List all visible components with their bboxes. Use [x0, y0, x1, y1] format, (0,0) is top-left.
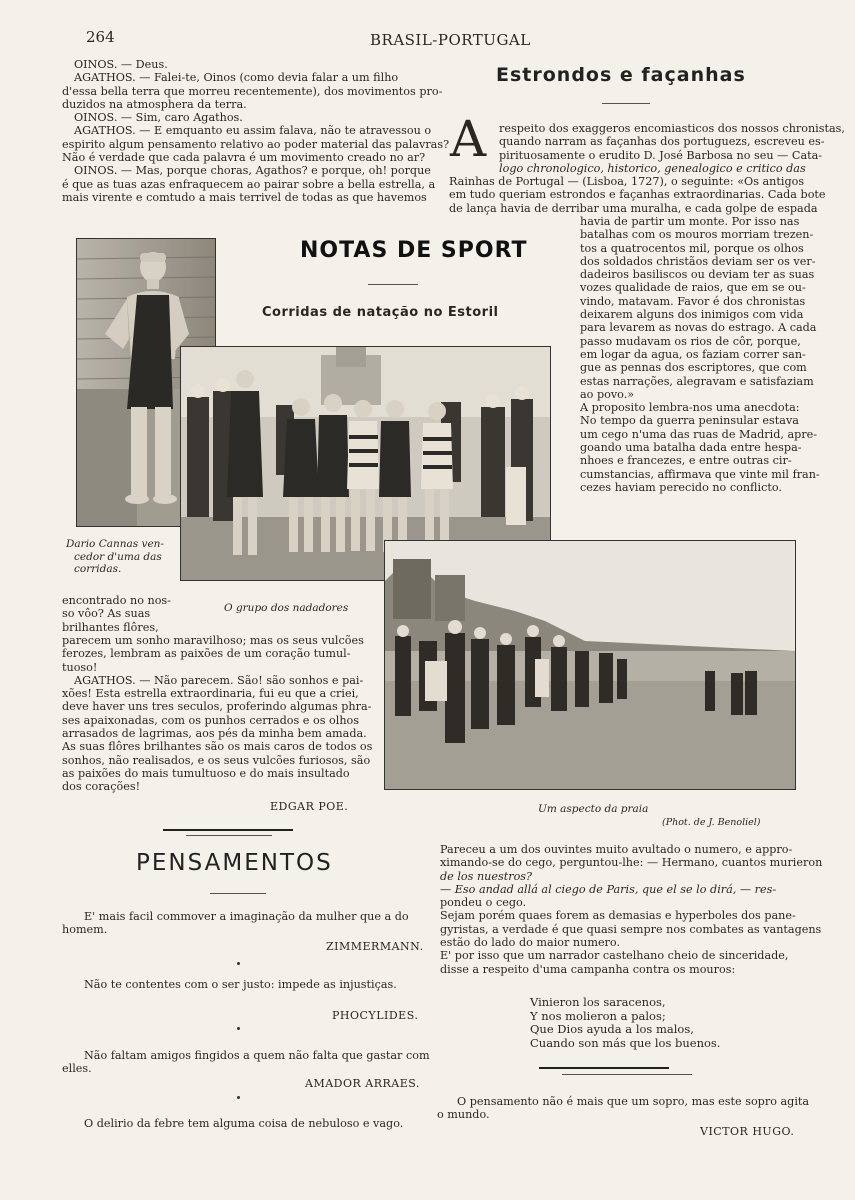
thought-3 [62, 1049, 428, 1076]
text-line: um cego n'uma das ruas de Madrid, apre- [580, 427, 818, 441]
text-line: elles. [62, 1062, 92, 1076]
drop-cap: A [450, 110, 487, 168]
text-line: E' mais facil commover a imaginação da mulher que a do [84, 910, 409, 923]
text-line: disse a respeito d'uma campanha contra os mouros: [440, 962, 736, 976]
verse-line: Que Dios ayuda a los malos, [530, 1022, 694, 1036]
text-line: Sejam porém quaes forem as demasias e hyperboles dos pane- [440, 909, 796, 923]
beach-photo [384, 540, 796, 790]
text-line: vindo, matavam. Favor é dos chronistas [580, 294, 806, 308]
text-line: logo chronologico, historico, genealogico e critico das [499, 161, 806, 175]
text-line: deve haver uns tres seculos, proferindo algumas phra- [62, 700, 372, 714]
page-number: 264 [86, 28, 115, 46]
caption-group: O grupo dos nadadores [224, 602, 349, 614]
hugo-author: VICTOR HUGO. [700, 1125, 795, 1138]
text-line: em tudo queriam estrondos e façanhas extraordinarias. Cada bote [449, 188, 826, 202]
thought-2-author: PHOCYLIDES. [332, 1009, 419, 1022]
verse-line: Cuando son más que los buenos. [530, 1035, 721, 1050]
section-rule [539, 1067, 669, 1069]
verse [530, 996, 720, 1050]
text-line: homem. [62, 923, 108, 937]
text-line: de lança havia de derribar uma muralha, e cada golpe de espada [449, 201, 818, 215]
text-line: para levarem as novas do estrago. A cada [580, 321, 817, 335]
text-line: OINOS. — Sim, caro Agathos. [74, 111, 243, 125]
section-rule [186, 835, 272, 836]
estrondos-narrow [580, 215, 820, 494]
text-line: As suas flôres brilhantes são os mais caros de todos os [62, 740, 373, 754]
text-line: batalhas com os mouros morriam trezen- [580, 228, 814, 242]
text-line: cezes haviam perecido no conflicto. [580, 480, 782, 494]
text-line: nhoes e francezes, e entre outras cir- [580, 454, 792, 468]
text-line: respeito dos exaggeros encomiasticos dos nossos chronistas, [499, 122, 845, 135]
text-line: ximando-se do cego, perguntou-lhe: — Hermano, cuantos murieron [440, 856, 823, 870]
text-line: brilhantes flôres, [62, 620, 159, 634]
text-line: E' por isso que um narrador castelhano cheio de sinceridade, [440, 949, 789, 963]
text-line: ses apaixonadas, com os punhos cerrados e os olhos [62, 713, 360, 727]
caption-line: Dario Cannas ven- [66, 538, 164, 550]
text-line: goando uma batalha dada entre hespa- [580, 441, 802, 455]
text-line: sonhos, não realisados, e os seus vulcões furiosos, são [62, 753, 371, 767]
photo-credit: (Phot. de J. Benoliel) [662, 817, 761, 828]
text-line: havia de partir um monte. Por isso nas [580, 215, 800, 228]
text-line: AGATHOS. — Não parecem. São! são sonhos e pai- [74, 673, 364, 687]
text-line: quando narram as façanhas dos portuguezs, escreveu es- [499, 135, 825, 149]
text-line: — Eso andad allá al ciego de Paris, que el se lo dirá, — res- [440, 882, 777, 896]
text-line: em logar da agua, os faziam correr san- [580, 347, 806, 361]
text-line: estas narrações, alegravam e satisfaziam [580, 374, 814, 388]
text-line: Não é verdade que cada palavra é um movimento creado no ar? [62, 151, 426, 165]
text-line: dadeiros basiliscos ou deviam ter as suas [580, 268, 815, 282]
pensamentos-title: PENSAMENTOS [136, 850, 333, 876]
caption-line: cedor d'uma das [74, 550, 162, 563]
text-line: ferozes, lembram as paixões de um coração tumul- [62, 647, 351, 661]
sport-divider [368, 284, 418, 285]
text-line: ao povo.» [580, 387, 635, 401]
text-line: pirituosamente o erudito D. José Barbosa no seu — Cata- [499, 148, 823, 162]
text-line: espirito algum pensamento relativo ao poder material das palavras? [62, 137, 450, 151]
text-line: arrasados de lagrimas, aos pés da minha bem amada. [62, 727, 367, 741]
text-line: Não te contentes com o ser justo: impede as injustiças. [84, 978, 397, 991]
text-line: cumstancias, affirmava que vinte mil fran- [580, 467, 820, 481]
text-line: AGATHOS. — Falei-te, Oinos (como devia falar a um filho [74, 71, 399, 85]
estrondos-intro [499, 122, 845, 175]
text-line: é que as tuas azas enfraquecem ao pairar sobre a bella estrella, a [62, 177, 436, 191]
text-line: dos soldados christãos deviam ser os ver- [580, 254, 816, 268]
thought-3-author: AMADOR ARRAES. [305, 1077, 420, 1090]
separator-dot [237, 1096, 240, 1099]
text-line: so vôo? As suas [62, 607, 151, 621]
separator-dot [237, 962, 240, 965]
hugo-quote [437, 1095, 810, 1122]
text-line: de los nuestros? [440, 869, 533, 883]
text-line: encontrado no nos- [62, 594, 171, 607]
text-line: O delirio da febre tem alguma coisa de nebuloso e vago. [84, 1117, 404, 1130]
pensamentos-divider [210, 893, 266, 894]
text-line: xões! Esta estrella extraordinaria, fui eu que a criei, [62, 687, 359, 701]
text-line: gyristas, a verdade é que quasi sempre nos combates as vantagens [440, 922, 822, 936]
separator-dot [237, 1027, 240, 1030]
text-line: Rainhas de Portugal — (Lisboa, 1727), o seguinte: «Os antigos [449, 175, 805, 188]
text-line: AGATHOS. — E emquanto eu assim falava, não te atravessou o [74, 124, 432, 138]
text-line: parecem um sonho maravilhoso; mas os seus vulcões [62, 634, 364, 647]
estrondos-title: Estrondos e façanhas [496, 64, 746, 86]
text-line: d'essa bella terra que morreu recentemente), dos movimentos pro- [62, 84, 443, 98]
dialogue-narrow [62, 594, 182, 634]
sport-title: NOTAS DE SPORT [300, 238, 528, 263]
verse-line: Vinieron los saracenos, [530, 995, 666, 1009]
caption-line: corridas. [74, 563, 122, 575]
text-line: as paixões do mais tumultuoso e do mais insultado [62, 766, 350, 780]
text-line: deixarem alguns dos inimigos com vida [580, 308, 804, 322]
section-rule [163, 829, 293, 831]
thought-1-author: ZIMMERMANN. [326, 940, 424, 953]
sport-subtitle: Corridas de natação no Estoril [262, 305, 499, 320]
estrondos-full [449, 175, 826, 215]
thought-2 [84, 978, 428, 991]
text-line: OINOS. — Mas, porque choras, Agathos? e porque, oh! porque [74, 164, 431, 178]
verse-line: Y nos molieron a palos; [530, 1008, 666, 1023]
text-line: pondeu o cego. [440, 896, 527, 910]
text-line: Não faltam amigos fingidos a quem não falta que gastar com [84, 1049, 430, 1062]
dialogue-top [62, 58, 450, 204]
text-line: O pensamento não é mais que um sopro, mas este sopro agita [457, 1095, 810, 1108]
text-line: tuoso! [62, 660, 98, 674]
estrondos-continued [440, 843, 823, 976]
caption-beach: Um aspecto da praia [538, 803, 649, 815]
text-line: gue as pennas dos escriptores, que com [580, 361, 807, 375]
dialogue-continued [62, 634, 372, 794]
text-line: estão do lado do maior numero. [440, 936, 621, 950]
title-divider [602, 103, 650, 104]
text-line: tos a quatrocentos mil, porque os olhos [580, 241, 804, 255]
text-line: o mundo. [437, 1108, 490, 1122]
text-line: passo mudavam os rios de côr, porque, [580, 334, 801, 348]
dialogue-author: EDGAR POE. [270, 800, 349, 813]
text-line: A proposito lembra-nos uma anecdota: [580, 401, 800, 415]
text-line: mais virente e comtudo a mais terrivel de todas as que havemos [62, 190, 427, 204]
text-line: dos corações! [62, 780, 141, 794]
thought-4 [84, 1117, 428, 1130]
running-header: BRASIL-PORTUGAL [370, 31, 531, 49]
section-rule [562, 1074, 692, 1075]
caption-swimmer [66, 538, 176, 576]
thought-1 [62, 910, 428, 937]
beach-image [385, 541, 795, 789]
text-line: vozes qualidade de raios, que em se ou- [580, 281, 806, 295]
text-line: Pareceu a um dos ouvintes muito avultado o numero, e appro- [440, 843, 793, 856]
text-line: No tempo da guerra peninsular estava [580, 414, 799, 428]
text-line: duzidos na atmosphera da terra. [62, 97, 247, 111]
text-line: OINOS. — Deus. [74, 58, 168, 71]
